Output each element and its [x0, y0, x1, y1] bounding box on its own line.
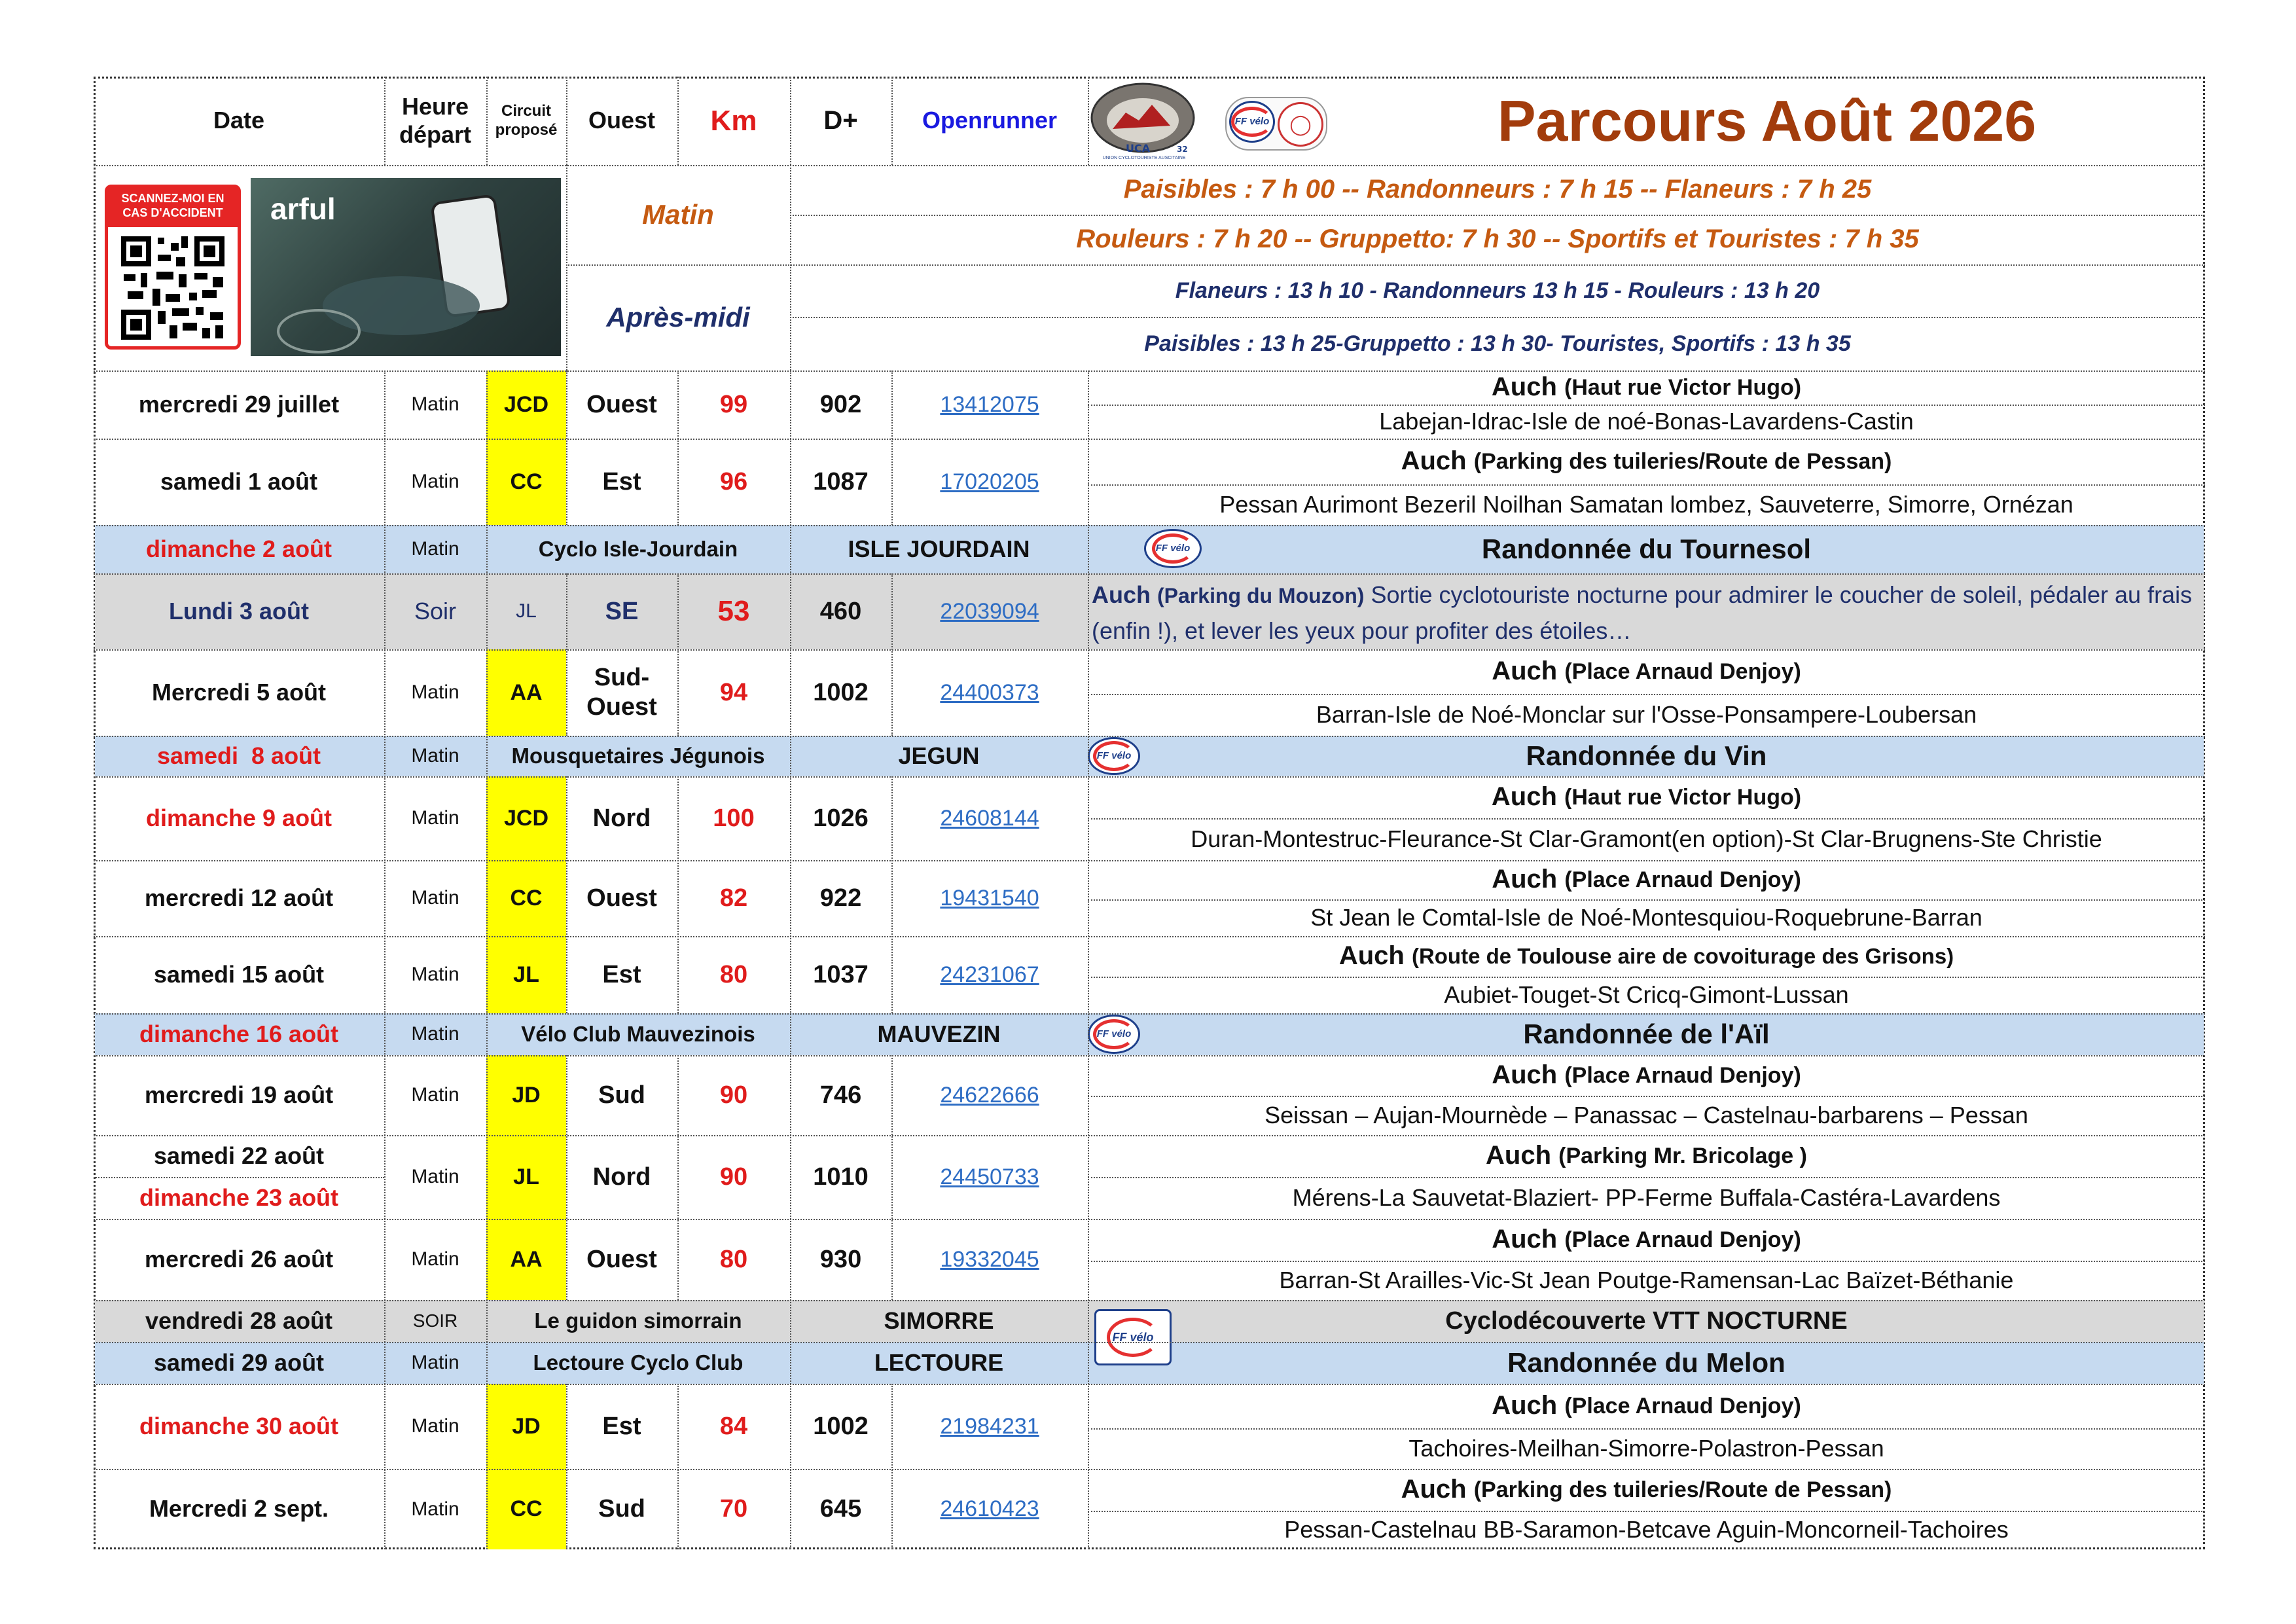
row-divider — [94, 165, 2205, 166]
row-meeting-point: Auch (Place Arnaud Denjoy) — [1492, 1060, 1801, 1090]
column-divider — [677, 77, 679, 165]
row-date: Mercredi 5 août — [151, 678, 327, 706]
event-club: Mousquetaires Jégunois — [511, 743, 765, 768]
row-direction: Ouest — [586, 884, 657, 912]
event-club: Lectoure Cyclo Club — [533, 1350, 744, 1375]
column-divider — [677, 1384, 679, 1549]
column-divider — [891, 1055, 893, 1300]
row-divider — [790, 317, 2205, 318]
row-circuit: JCD — [486, 776, 566, 860]
event-club: Cyclo Isle-Jourdain — [538, 536, 738, 561]
column-divider — [891, 77, 893, 165]
row-route: Barran-St Arailles-Vic-St Jean Poutge-Ramensan-Lac Baïzet-Béthanie — [1279, 1266, 2014, 1293]
row-date: samedi 15 août — [153, 960, 325, 988]
openrunner-link[interactable]: 19332045 — [940, 1246, 1039, 1272]
row-direction: Sud — [598, 1081, 645, 1109]
row-divider — [1088, 977, 2205, 978]
row-circuit: JL — [486, 936, 566, 1013]
ffvelo-logo: FF vélo — [1229, 101, 1275, 143]
event-name: Randonnée du Vin — [1526, 740, 1767, 772]
row-divider — [1088, 1096, 2205, 1097]
row-circuit: JD — [486, 1384, 566, 1469]
openrunner-link[interactable]: 22039094 — [940, 598, 1039, 624]
row-direction: Est — [602, 960, 641, 988]
row-heure: SOIR — [412, 1310, 458, 1331]
column-divider — [384, 370, 386, 1549]
uca-logo-subtitle: UNION CYCLOTOURISTE AUSCITAINE — [1102, 155, 1186, 160]
column-divider — [486, 77, 488, 165]
row-meeting-point: Auch (Place Arnaud Denjoy) — [1492, 1225, 1801, 1254]
openrunner-link[interactable]: 13412075 — [940, 391, 1039, 417]
row-direction: Sud — [598, 1495, 645, 1523]
row-meeting-point: Auch (Parking Mr. Bricolage ) — [1486, 1141, 1807, 1170]
row-meeting-point: Auch (Parking des tuileries/Route de Pessan) — [1401, 1475, 1892, 1504]
row-divider — [1088, 1511, 2205, 1512]
row-route: Duran-Montestruc-Fleurance-St Clar-Gramont(en option)-St Clar-Brugnens-Ste Christie — [1191, 825, 2102, 852]
ffvelo-logo: FF vélo — [1144, 529, 1202, 568]
row-divider — [1088, 484, 2205, 486]
column-divider — [1088, 77, 1089, 165]
column-divider — [566, 776, 567, 1013]
row-route: Tachoires-Meilhan-Simorre-Polastron-Pessan — [1408, 1434, 1884, 1462]
header-circuit: Circuit proposé — [495, 102, 558, 139]
row-km: 99 — [719, 390, 748, 418]
row-divider — [94, 573, 2205, 575]
row-date-second: dimanche 23 août — [139, 1183, 339, 1211]
row-meeting-point: Auch (Place Arnaud Denjoy) — [1492, 1391, 1801, 1420]
row-heure: Matin — [411, 1352, 459, 1374]
row-dplus: 922 — [819, 884, 862, 912]
arful-brand: arful — [270, 192, 336, 226]
row-divider — [94, 1013, 2205, 1015]
openrunner-link[interactable]: 19431540 — [940, 885, 1039, 911]
row-heure: Matin — [411, 964, 459, 986]
row-date: mercredi 26 août — [144, 1245, 334, 1272]
column-divider — [1088, 370, 1089, 1549]
row-meeting-point: Auch (Haut rue Victor Hugo) — [1491, 372, 1802, 402]
row-divider — [1088, 1261, 2205, 1262]
row-divider — [94, 1300, 2205, 1301]
row-meeting-point: Auch (Route de Toulouse aire de covoiturage des Grisons) — [1338, 941, 1954, 971]
column-divider — [790, 370, 791, 1549]
row-date: samedi 8 août — [156, 742, 321, 769]
header-km: Km — [710, 104, 757, 137]
row-meeting-point: Auch (Place Arnaud Denjoy) — [1492, 657, 1801, 686]
column-divider — [566, 370, 567, 525]
openrunner-link[interactable]: 24608144 — [940, 805, 1039, 831]
row-date: mercredi 29 juillet — [138, 390, 340, 418]
qr-scan-text: SCANNEZ-MOI EN CAS D'ACCIDENT — [108, 188, 238, 227]
event-town: LECTOURE — [874, 1348, 1004, 1376]
column-divider — [486, 370, 488, 1549]
row-heure: Matin — [411, 807, 459, 829]
row-dplus: 460 — [819, 597, 862, 625]
row-route: Pessan Aurimont Bezeril Noilhan Samatan lombez, Sauveterre, Simorre, Ornézan — [1219, 490, 2073, 518]
header-date: Date — [213, 107, 265, 134]
row-date: vendredi 28 août — [145, 1307, 333, 1334]
row-heure: Soir — [414, 597, 457, 624]
apm-schedule-line2: Paisibles : 13 h 25-Gruppetto : 13 h 30- Touristes, Sportifs : 13 h 35 — [1144, 331, 1851, 356]
row-circuit: AA — [486, 649, 566, 736]
row-km: 70 — [719, 1495, 748, 1523]
row-route: Pessan-Castelnau BB-Saramon-Betcave Aguin-Moncorneil-Tachoires — [1284, 1516, 2009, 1543]
row-direction: Ouest — [586, 390, 657, 418]
row-heure: Matin — [411, 1084, 459, 1106]
header-ouest: Ouest — [588, 107, 656, 134]
column-divider — [891, 370, 893, 525]
row-heure: Matin — [411, 1248, 459, 1271]
row-km: 90 — [719, 1163, 748, 1191]
row-route: St Jean le Comtal-Isle de Noé-Montesquiou-Roquebrune-Barran — [1310, 903, 1982, 931]
row-heure: Matin — [411, 887, 459, 909]
row-divider — [94, 936, 2205, 937]
uca-logo-text: UCA — [1126, 142, 1151, 154]
row-divider — [790, 215, 2205, 216]
ffvelo-logo: FF vélo — [1088, 737, 1140, 775]
row-divider — [94, 1177, 384, 1178]
page-title: Parcours Août 2026 — [1497, 88, 2037, 153]
row-divider — [94, 860, 2205, 861]
row-km: 80 — [719, 960, 748, 988]
row-direction: Sud-Ouest — [586, 664, 657, 721]
row-divider — [1088, 1177, 2205, 1178]
row-km: 100 — [713, 804, 755, 832]
matin-schedule-line2: Rouleurs : 7 h 20 -- Gruppetto: 7 h 30 -- Sportifs et Touristes : 7 h 35 — [1076, 225, 1919, 254]
row-divider — [1088, 899, 2205, 901]
row-dplus: 1037 — [813, 960, 869, 988]
event-club: Vélo Club Mauvezinois — [521, 1021, 755, 1046]
row-circuit: AA — [486, 1219, 566, 1300]
event-name: Randonnée du Melon — [1507, 1347, 1785, 1379]
event-town: JEGUN — [898, 742, 980, 769]
row-divider — [94, 439, 2205, 440]
row-divider — [94, 736, 2205, 737]
arful-promo-image — [251, 178, 561, 356]
row-km: 84 — [719, 1412, 748, 1440]
row-divider — [1088, 818, 2205, 820]
row-dplus: 902 — [819, 390, 862, 418]
row-heure: Matin — [411, 745, 459, 767]
row-divider — [566, 264, 2205, 266]
column-divider — [677, 1055, 679, 1300]
column-divider — [891, 573, 893, 736]
row-dplus: 1010 — [813, 1163, 869, 1191]
row-dplus: 1002 — [813, 1412, 869, 1440]
uca-logo — [1086, 80, 1199, 162]
row-heure: Matin — [411, 538, 459, 560]
row-divider — [94, 776, 2205, 778]
row-heure: Matin — [411, 1166, 459, 1188]
row-divider — [94, 525, 2205, 526]
row-divider — [94, 1384, 2205, 1385]
apm-schedule-line1: Flaneurs : 13 h 10 - Randonneurs 13 h 15 - Rouleurs : 13 h 20 — [1175, 278, 1820, 303]
row-date: samedi 1 août — [160, 467, 318, 495]
column-divider — [891, 1384, 893, 1549]
row-meeting-point: Auch (Parking des tuileries/Route de Pessan) — [1401, 446, 1892, 476]
row-date: samedi 29 août — [153, 1348, 325, 1376]
header-openrunner: Openrunner — [922, 107, 1057, 134]
row-dplus: 1087 — [813, 467, 869, 496]
row-direction: SE — [605, 597, 639, 625]
row-km: 94 — [719, 678, 748, 706]
row-dplus: 645 — [819, 1495, 862, 1523]
openrunner-link[interactable]: 24231067 — [940, 962, 1039, 987]
row-circuit: CC — [486, 860, 566, 936]
row-date: dimanche 30 août — [139, 1412, 339, 1439]
column-divider — [566, 165, 567, 370]
openrunner-link[interactable]: 24400373 — [940, 679, 1039, 705]
row-heure: Matin — [411, 1498, 459, 1520]
row-direction: Est — [602, 467, 641, 496]
row-route: Mérens-La Sauvetat-Blaziert- PP-Ferme Buffala-Castéra-Lavardens — [1292, 1183, 2001, 1211]
row-date: samedi 22 août — [153, 1142, 325, 1169]
row-date: Mercredi 2 sept. — [149, 1495, 329, 1523]
row-heure: Matin — [411, 1023, 459, 1045]
event-name: Randonnée de l'Aïl — [1523, 1019, 1770, 1050]
matin-label: Matin — [642, 199, 714, 230]
row-divider — [1088, 694, 2205, 695]
openrunner-link[interactable]: 24450733 — [940, 1164, 1039, 1189]
row-divider — [94, 1135, 2205, 1136]
row-circuit: JD — [486, 1055, 566, 1135]
night-ride-description: Auch (Parking du Mouzon) Sortie cyclotouriste nocturne pour admirer le coucher de soleil, pédaler au frais (enfin !), et lever les yeux pour profiter des étoiles… — [1092, 581, 2193, 644]
uca-logo-number: 32 — [1177, 145, 1188, 154]
row-divider — [1088, 1428, 2205, 1430]
row-meeting-point: Auch (Place Arnaud Denjoy) — [1492, 865, 1801, 894]
row-divider — [94, 370, 2205, 372]
row-date: mercredi 19 août — [144, 1081, 334, 1108]
column-divider — [891, 776, 893, 1013]
row-heure: Matin — [411, 1415, 459, 1437]
openrunner-link[interactable]: 17020205 — [940, 469, 1039, 494]
row-dplus: 1026 — [813, 804, 869, 832]
column-divider — [790, 77, 791, 165]
row-divider — [94, 1055, 2205, 1056]
column-divider — [566, 1384, 567, 1549]
row-heure: Matin — [411, 471, 459, 493]
event-club: Le guidon simorrain — [534, 1308, 742, 1333]
row-circuit: CC — [486, 1469, 566, 1549]
openrunner-link[interactable]: 24610423 — [940, 1496, 1039, 1522]
row-divider — [94, 1219, 2205, 1220]
row-date: Lundi 3 août — [169, 597, 309, 624]
ffvelo-logo: FF vélo — [1094, 1309, 1172, 1365]
column-divider — [790, 165, 791, 370]
row-direction: Ouest — [586, 1245, 657, 1273]
column-divider — [566, 573, 567, 736]
row-km: 80 — [719, 1245, 748, 1273]
row-route: Aubiet-Touget-St Cricq-Gimont-Lussan — [1444, 981, 1849, 1008]
apresmidi-label: Après-midi — [606, 302, 750, 333]
column-divider — [566, 1055, 567, 1300]
row-circuit: JL — [486, 1135, 566, 1219]
row-circuit: JCD — [486, 370, 566, 439]
header-dplus: D+ — [823, 105, 858, 135]
row-heure: Matin — [411, 681, 459, 704]
row-km: 96 — [719, 467, 748, 496]
event-town: ISLE JOURDAIN — [848, 535, 1030, 562]
row-meeting-point: Auch (Haut rue Victor Hugo) — [1491, 782, 1802, 812]
row-direction: Nord — [592, 1163, 651, 1191]
row-km: 90 — [719, 1081, 748, 1109]
event-town: SIMORRE — [884, 1307, 994, 1334]
column-divider — [566, 77, 567, 165]
cyclist-badge-icon: ◯ — [1278, 102, 1323, 147]
event-town: MAUVEZIN — [877, 1020, 1001, 1047]
row-route: Seissan – Aujan-Mournède – Panassac – Castelnau-barbarens – Pessan — [1265, 1101, 2028, 1128]
qr-code-icon — [118, 234, 227, 342]
row-dplus: 930 — [819, 1245, 862, 1273]
column-divider — [384, 77, 386, 165]
row-route: Barran-Isle de Noé-Monclar sur l'Osse-Ponsampere-Loubersan — [1316, 700, 1977, 728]
row-dplus: 1002 — [813, 678, 869, 706]
matin-schedule-line1: Paisibles : 7 h 00 -- Randonneurs : 7 h 15 -- Flaneurs : 7 h 25 — [1123, 175, 1872, 204]
ffvelo-logo: FF vélo — [1088, 1015, 1140, 1054]
row-divider — [94, 1342, 2205, 1343]
row-direction: Est — [602, 1412, 641, 1440]
row-divider — [94, 649, 2205, 651]
row-date: dimanche 16 août — [139, 1020, 339, 1047]
row-circuit: CC — [486, 439, 566, 525]
header-heure: Heure départ — [399, 93, 472, 148]
qr-code-card[interactable] — [105, 185, 241, 350]
column-divider — [677, 370, 679, 525]
row-date: dimanche 9 août — [145, 804, 332, 831]
row-direction: Nord — [592, 804, 651, 832]
column-divider — [677, 573, 679, 736]
row-heure: Matin — [411, 393, 459, 416]
row-date: dimanche 2 août — [145, 535, 332, 562]
openrunner-link[interactable]: 21984231 — [940, 1413, 1039, 1439]
row-circuit: JL — [516, 600, 537, 623]
openrunner-link[interactable]: 24622666 — [940, 1082, 1039, 1108]
event-name: Cyclodécouverte VTT NOCTURNE — [1445, 1307, 1848, 1335]
row-km: 82 — [719, 884, 748, 912]
row-km: 53 — [717, 595, 750, 628]
row-divider — [94, 1469, 2205, 1470]
row-date: mercredi 12 août — [144, 884, 334, 911]
column-divider — [677, 776, 679, 1013]
event-name: Randonnée du Tournesol — [1481, 533, 1812, 565]
row-divider — [1088, 405, 2205, 406]
row-route: Labejan-Idrac-Isle de noé-Bonas-Lavardens-Castin — [1379, 407, 1914, 435]
row-dplus: 746 — [819, 1081, 862, 1109]
